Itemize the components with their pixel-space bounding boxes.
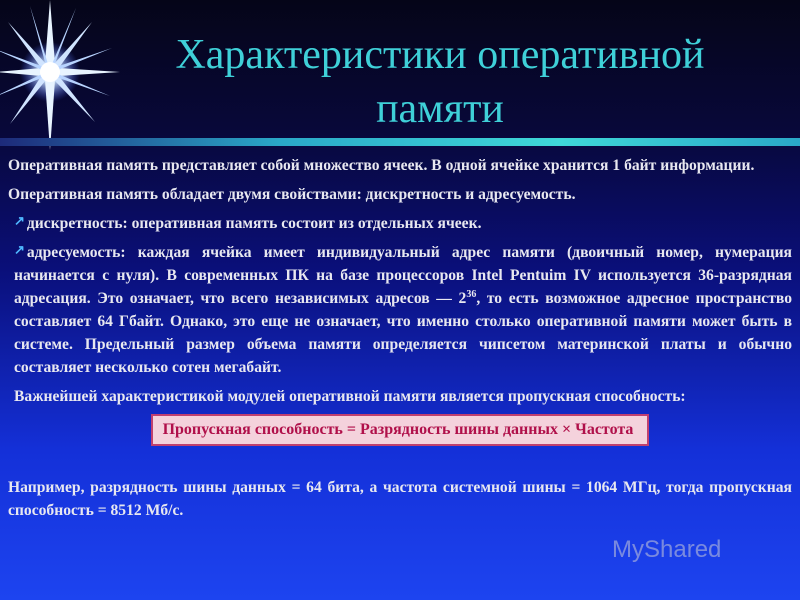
formula-wrapper	[8, 414, 792, 446]
bandwidth-paragraph: Важнейшей характеристикой модулей оперативной памяти является пропускная способность:	[14, 388, 686, 405]
bullet-discreteness-text: дискретность: оперативная память состоит из отдельных ячеек.	[26, 215, 482, 232]
bullet-addressability-text-b: , то есть возможное адресное пространство составляет 64 Гбайт. Однако, это еще не означает, что именно столько оперативной памяти может быть в системе. Предельный размер объема памяти определяется чипсетом материнской платы и обычно составляет несколько сотен мегабайт.	[14, 290, 792, 376]
properties-paragraph: Оперативная память обладает двумя свойствами: дискретность и адресуемость.	[8, 186, 576, 203]
title-divider	[0, 138, 800, 146]
slide-content	[8, 154, 792, 528]
bullet-addressability-text-a: адресуемость: каждая ячейка имеет индивидуальный адрес памяти (двоичный номер, нумерация начинается с нуля). В современных ПК на базе процессоров Intel Pentuim IV используется 36-разрядная адресация. Это означает, что всего независимых адресов — 2	[14, 244, 792, 307]
intro-paragraph: Оперативная память представляет собой множество ячеек. В одной ячейке хранится 1 байт информации.	[8, 157, 755, 174]
example-paragraph: Например, разрядность шины данных = 64 бита, а частота системной шины = 1064 МГц, тогда пропускная способность = 8512 Мб/с.	[8, 479, 792, 519]
slide-title: Характеристики оперативной памяти	[175, 32, 705, 132]
bandwidth-formula: Пропускная способность = Разрядность шины данных × Частота	[151, 414, 650, 446]
arrow-up-right-icon: ↗	[14, 242, 25, 257]
exponent: 36	[466, 288, 477, 300]
bullet-addressability	[8, 241, 792, 379]
watermark-logo: MyShared	[612, 536, 722, 563]
arrow-up-right-icon: ↗	[14, 213, 25, 228]
starburst-decoration	[0, 0, 130, 150]
bullet-discreteness	[8, 212, 792, 235]
